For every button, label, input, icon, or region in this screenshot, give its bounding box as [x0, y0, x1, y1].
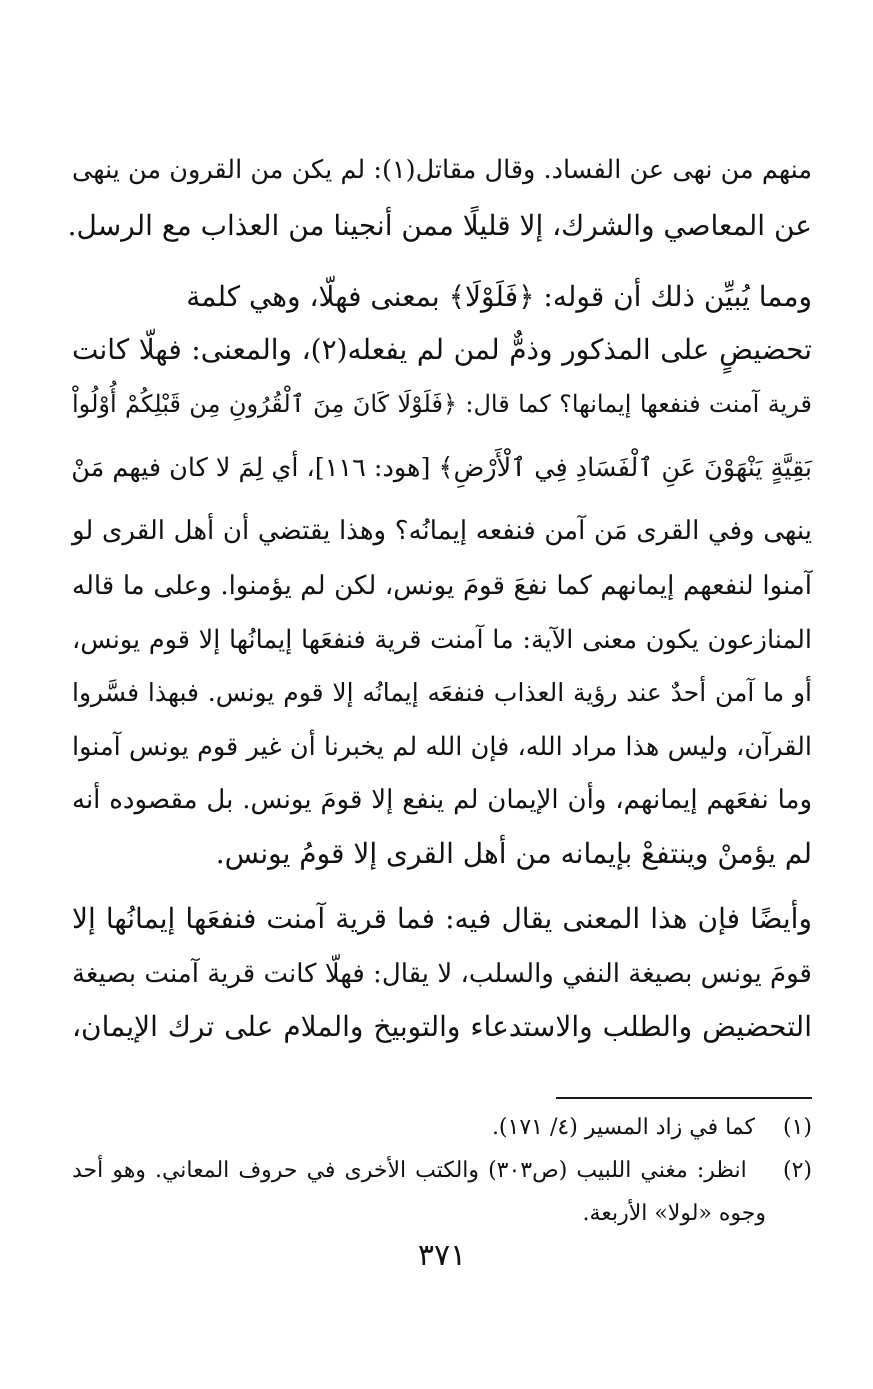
footnote-2-marker: (٢)	[782, 1158, 812, 1183]
footnote-1-text: كما في زاد المسير (٤/ ١٧١).	[491, 1115, 755, 1140]
paragraph-2-line-7: المنازعون يكون معنى الآية: ما آمنت قرية فنفعَها إيمانُها إلا قوم يونس،	[72, 625, 812, 655]
paragraph-2-line-10: وما نفعَهم إيمانهم، وأن الإيمان لم ينفع إلا قومَ يونس. بل مقصوده أنه	[72, 785, 812, 815]
paragraph-2-line-11: لم يؤمنْ وينتفعْ بإيمانه من أهل القرى إلا قومُ يونس.	[215, 837, 812, 870]
paragraph-2-line-8: أو ما آمن أحدٌ عند رؤية العذاب فنفعَه إيمانُه إلا قوم يونس. فبهذا فسَّروا	[72, 678, 812, 707]
paragraph-1-line-2: عن المعاصي والشرك، إلا قليلًا ممن أنجينا من العذاب مع الرسل.	[67, 209, 812, 242]
footnote-1	[492, 1108, 812, 1148]
page-number: ٣٧١	[417, 1238, 467, 1273]
paragraph-2-line-1: ومما يُبيِّن ذلك أن قوله: ﴿فَلَوْلَا﴾ بمعنى فهلّا، وهي كلمة	[186, 280, 812, 313]
paragraph-3-line-2: قومَ يونس بصيغة النفي والسلب، لا يقال: فهلّا كانت قرية آمنت بصيغة	[72, 959, 812, 989]
footnote-2-continuation: وجوه «لولا» الأربعة.	[582, 1201, 766, 1226]
paragraph-2-line-4: بَقِيَّةٍ يَنْهَوْنَ عَنِ ٱلْفَسَادِ فِي ٱلْأَرْضِ﴾ [هود: ١١٦]، أي لِمَ لا كان فيهم مَنْ	[71, 453, 812, 483]
paragraph-1-line-1: منهم من نهى عن الفساد. وقال مقاتل(١): لم يكن من القرون من ينهى	[72, 155, 812, 185]
paragraph-3-line-3: التحضيض والطلب والاستدعاء والتوبيخ والملام على ترك الإيمان،	[72, 1010, 812, 1043]
footnote-separator	[556, 1097, 812, 1099]
footnote-1-marker: (١)	[782, 1115, 812, 1140]
paragraph-2-line-9: القرآن، وليس هذا مراد الله، فإن الله لم يخبرنا أن غير قوم يونس آمنوا	[72, 732, 812, 762]
paragraph-2-line-6: آمنوا لنفعهم إيمانهم كما نفعَ قومَ يونس، لكن لم يؤمنوا. وعلى ما قاله	[72, 571, 812, 601]
book-page	[67, 0, 812, 1389]
paragraph-2-line-2: تحضيضٍ على المذكور وذمٌّ لمن لم يفعله(٢)، والمعنى: فهلّا كانت	[72, 333, 812, 366]
paragraph-2-line-5: ينهى وفي القرى مَن آمن فنفعه إيمانُه؟ وهذا يقتضي أن أهل القرى لو	[72, 516, 812, 546]
paragraph-3-line-1: وأيضًا فإن هذا المعنى يقال فيه: فما قرية آمنت فنفعَها إيمانُها إلا	[72, 902, 812, 935]
paragraph-2-line-3: قرية آمنت فنفعها إيمانها؟ كما قال: ﴿فَلَوْلَا كَانَ مِنَ ٱلْقُرُونِ مِن قَبْلِكُمْ أُوْلُواْ	[72, 390, 812, 418]
footnote-2	[72, 1151, 812, 1191]
footnote-2-text: انظر: مغني اللبيب (ص٣٠٣) والكتب الأخرى في حروف المعاني. وهو أحد	[72, 1158, 747, 1183]
